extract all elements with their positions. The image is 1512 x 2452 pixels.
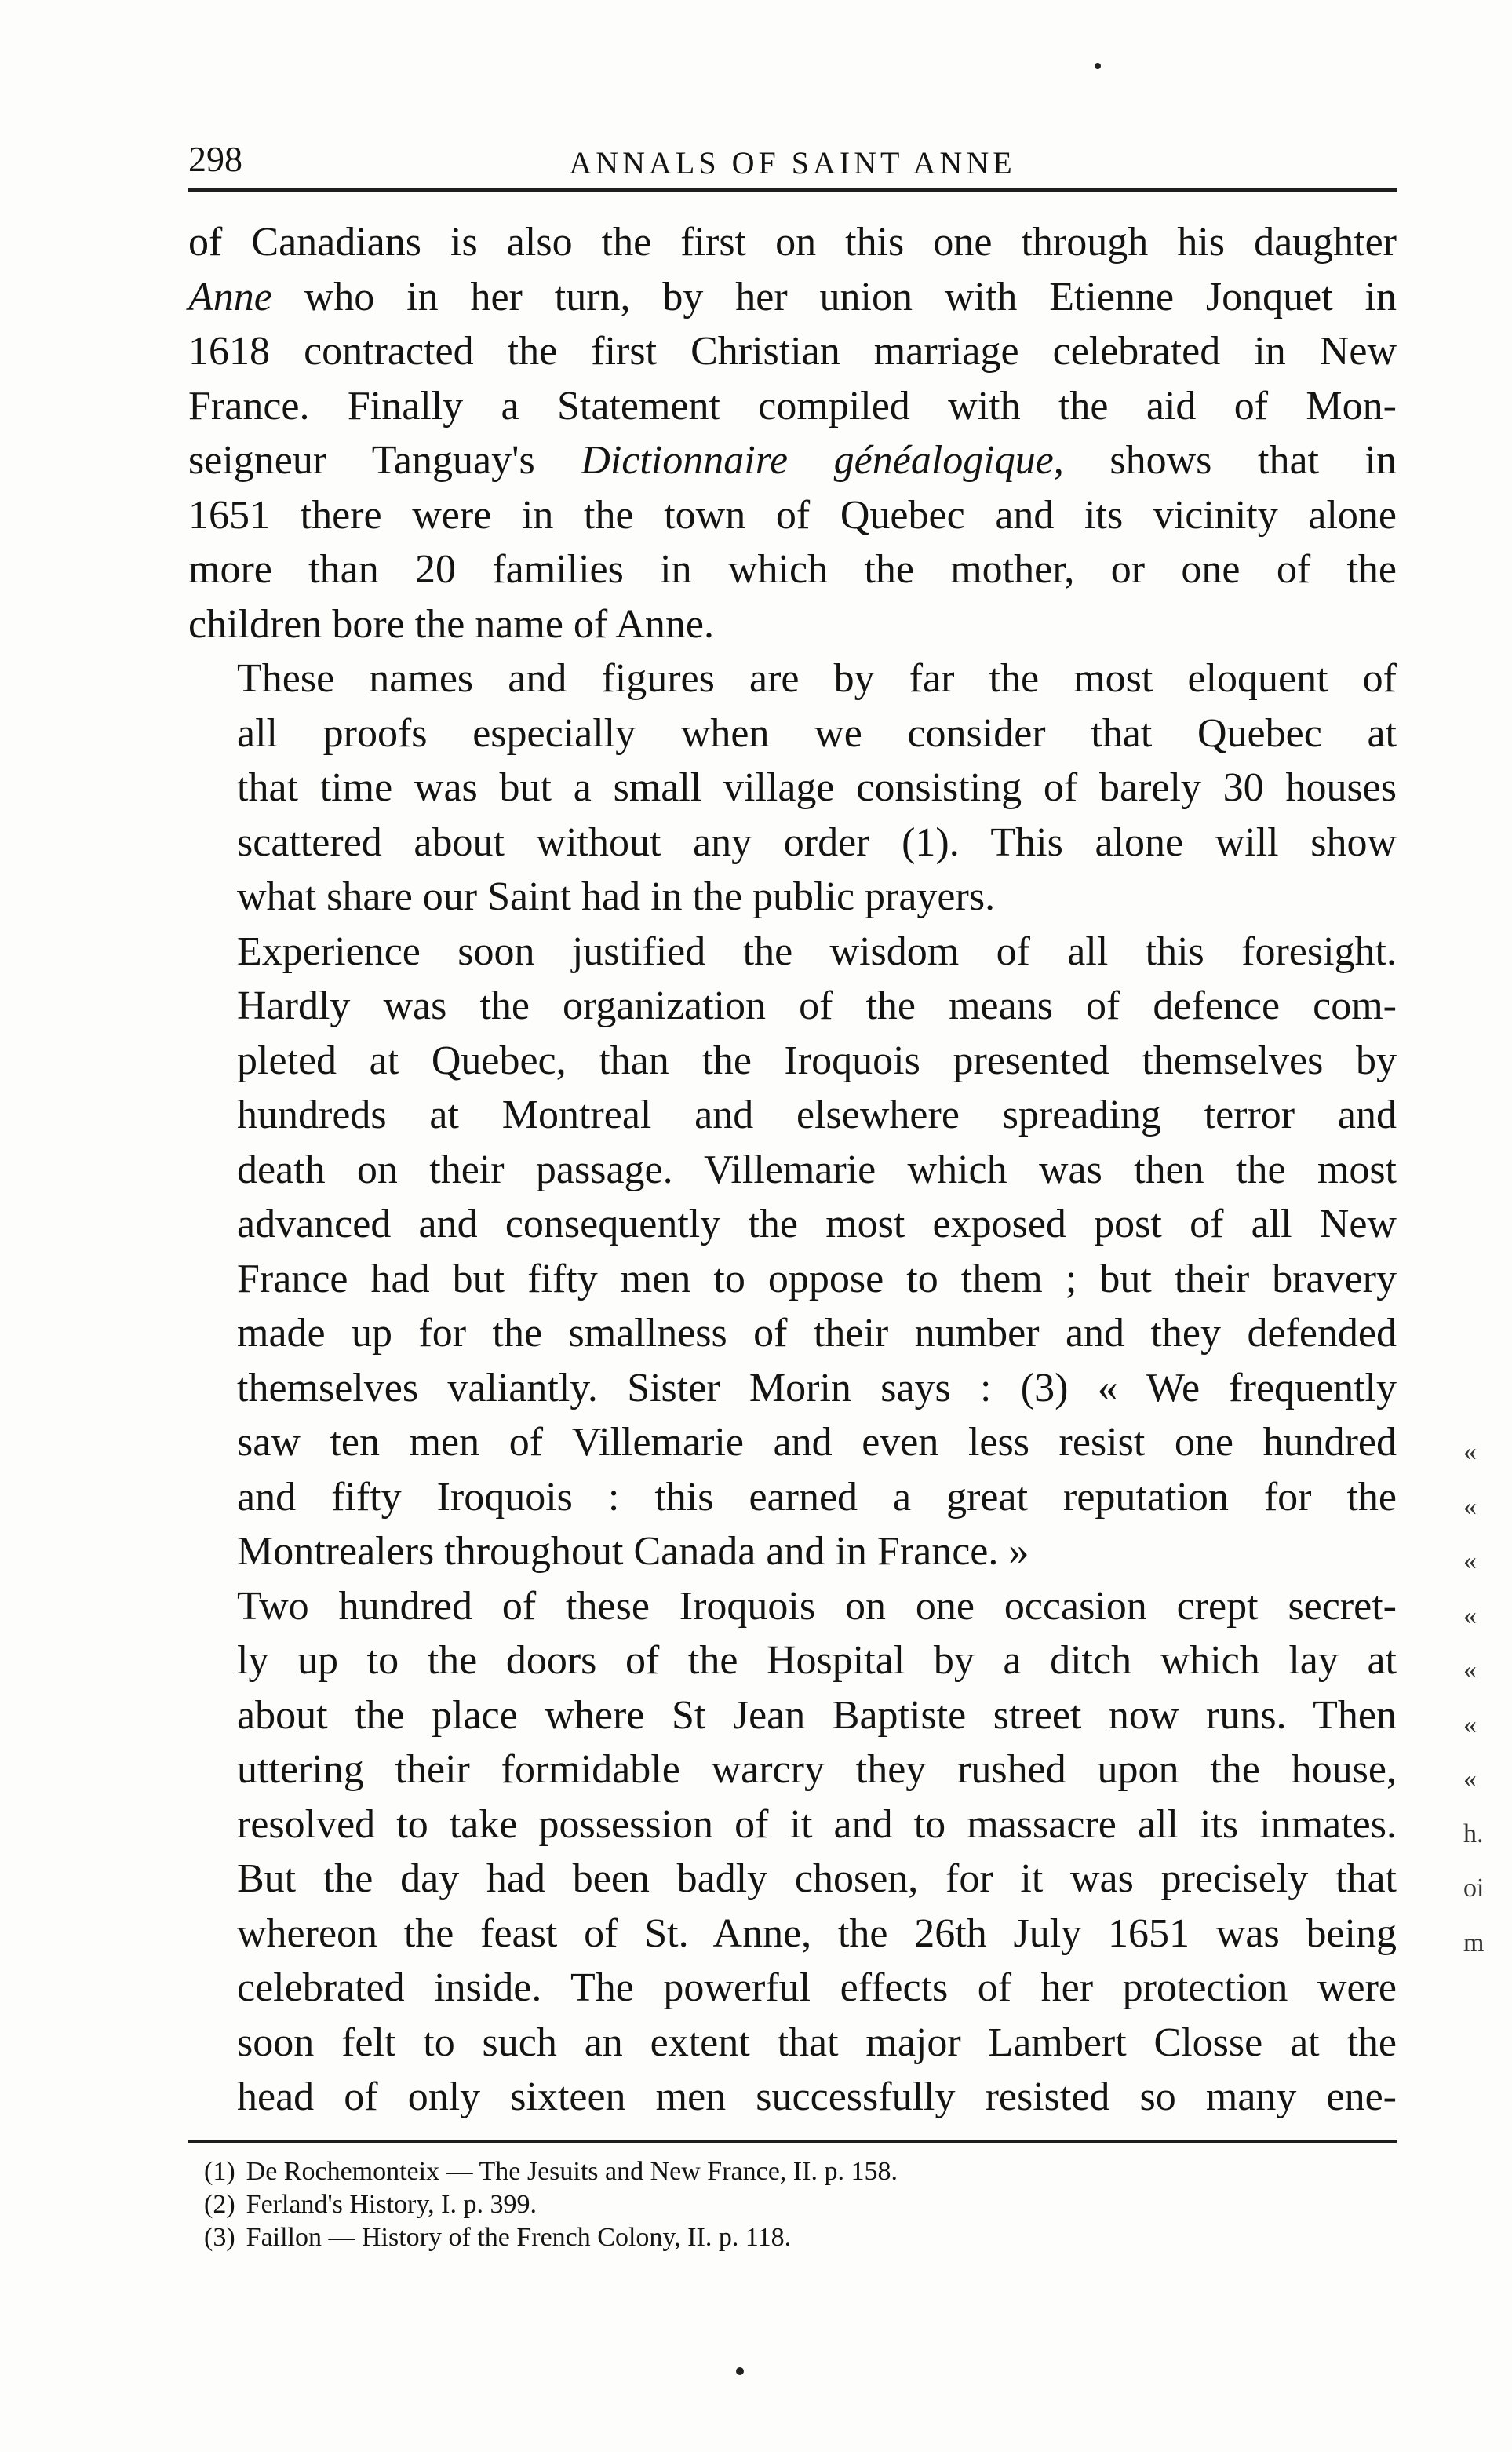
footnote-text: De Rochemonteix — The Jesuits and New France, II. p. 158. bbox=[246, 2156, 898, 2186]
margin-mark: oi bbox=[1463, 1874, 1485, 1903]
text-line: that time was but a small village consisting of barely 30 houses bbox=[237, 765, 1397, 810]
footnote bbox=[204, 2221, 1397, 2254]
text-line: Montrealers throughout Canada and in France. » bbox=[237, 1529, 1029, 1574]
margin-mark: m bbox=[1463, 1928, 1485, 1958]
footnote-text: Ferland's History, I. p. 399. bbox=[246, 2189, 537, 2219]
ink-speck bbox=[1095, 63, 1101, 69]
text-line: pleted at Quebec, than the Iroquois presented themselves by bbox=[237, 1038, 1397, 1083]
margin-mark: « bbox=[1463, 1437, 1477, 1466]
margin-mark: « bbox=[1463, 1491, 1477, 1521]
text-line: Two hundred of these Iroquois on one occasion crept secret- bbox=[237, 1583, 1397, 1629]
footnote-number: (3) bbox=[204, 2222, 235, 2252]
footnote-number: (1) bbox=[204, 2156, 235, 2186]
text-line: death on their passage. Villemarie which was then the most bbox=[237, 1147, 1397, 1192]
paragraph bbox=[188, 925, 1397, 1579]
margin-mark: « bbox=[1463, 1655, 1477, 1684]
text-line: made up for the smallness of their number and they defended bbox=[237, 1311, 1397, 1356]
running-head: ANNALS OF SAINT ANNE bbox=[569, 145, 1016, 181]
ink-speck bbox=[736, 2367, 744, 2375]
page-header bbox=[188, 133, 1397, 192]
text-line: These names and figures are by far the most eloquent of bbox=[237, 656, 1397, 701]
footnote-number: (2) bbox=[204, 2189, 235, 2219]
text-line: saw ten men of Villemarie and even less resist one hundred bbox=[237, 1420, 1397, 1465]
book-page bbox=[188, 133, 1397, 2254]
text-line: soon felt to such an extent that major Lambert Closse at the bbox=[237, 2020, 1397, 2065]
text-line: But the day had been badly chosen, for it was precisely that bbox=[237, 1856, 1397, 1901]
margin-mark: « bbox=[1463, 1546, 1477, 1575]
page-number: 298 bbox=[188, 139, 242, 179]
body-text bbox=[188, 215, 1397, 2125]
text-line: 1651 there were in the town of Quebec and its vicinity alone bbox=[188, 492, 1397, 538]
paragraph bbox=[188, 651, 1397, 925]
text-line: Hardly was the organization of the means of defence com- bbox=[237, 983, 1397, 1028]
footnote bbox=[204, 2155, 1397, 2188]
text-line: resolved to take possession of it and to massacre all its inmates. bbox=[237, 1801, 1397, 1847]
text-line: whereon the feast of St. Anne, the 26th July 1651 was being bbox=[237, 1910, 1397, 1956]
text-line: ly up to the doors of the Hospital by a ditch which lay at bbox=[237, 1638, 1397, 1683]
margin-mark: « bbox=[1463, 1764, 1477, 1793]
text-line: seigneur Tanguay's Dictionnaire généalogique, shows that in bbox=[188, 438, 1397, 483]
text-line: 1618 contracted the first Christian marriage celebrated in New bbox=[188, 329, 1397, 374]
text-line: hundreds at Montreal and elsewhere spreading terror and bbox=[237, 1093, 1397, 1137]
text-line: France. Finally a Statement compiled with the aid of Mon- bbox=[188, 383, 1397, 429]
footnotes bbox=[204, 2155, 1397, 2254]
margin-mark: « bbox=[1463, 1709, 1477, 1739]
text-line: uttering their formidable warcry they rushed upon the house, bbox=[237, 1747, 1397, 1792]
footnote-text: Faillon — History of the French Colony, II. p. 118. bbox=[246, 2222, 792, 2252]
text-line: Experience soon justified the wisdom of all this foresight. bbox=[237, 929, 1397, 974]
text-line: advanced and consequently the most exposed post of all New bbox=[237, 1202, 1397, 1246]
text-line: of Canadians is also the first on this one through his daughter bbox=[188, 220, 1397, 265]
text-line: scattered about without any order (1). This alone will show bbox=[237, 819, 1397, 865]
text-line: Anne who in her turn, by her union with Etienne Jonquet in bbox=[188, 274, 1397, 319]
text-line: children bore the name of Anne. bbox=[188, 601, 714, 647]
text-line: celebrated inside. The powerful effects of her protection were bbox=[237, 1965, 1397, 2010]
margin-bleed-marks bbox=[1463, 1425, 1503, 1970]
paragraph bbox=[188, 1579, 1397, 2125]
footnote-divider bbox=[188, 2140, 1397, 2143]
text-line: more than 20 families in which the mother, or one of the bbox=[188, 547, 1397, 592]
text-line: head of only sixteen men successfully resisted so many ene- bbox=[237, 2074, 1397, 2119]
text-line: themselves valiantly. Sister Morin says : (3) « We frequently bbox=[237, 1365, 1397, 1410]
text-line: about the place where St Jean Baptiste street now runs. Then bbox=[237, 1692, 1397, 1738]
footnote bbox=[204, 2188, 1397, 2221]
text-line: France had but fifty men to oppose to them ; but their bravery bbox=[237, 1256, 1397, 1301]
text-line: what share our Saint had in the public prayers. bbox=[237, 874, 996, 919]
text-line: all proofs especially when we consider that Quebec at bbox=[237, 710, 1397, 756]
text-line: and fifty Iroquois : this earned a great reputation for the bbox=[237, 1474, 1397, 1520]
margin-mark: « bbox=[1463, 1600, 1477, 1630]
paragraph bbox=[188, 215, 1397, 651]
margin-mark: h. bbox=[1463, 1819, 1484, 1848]
